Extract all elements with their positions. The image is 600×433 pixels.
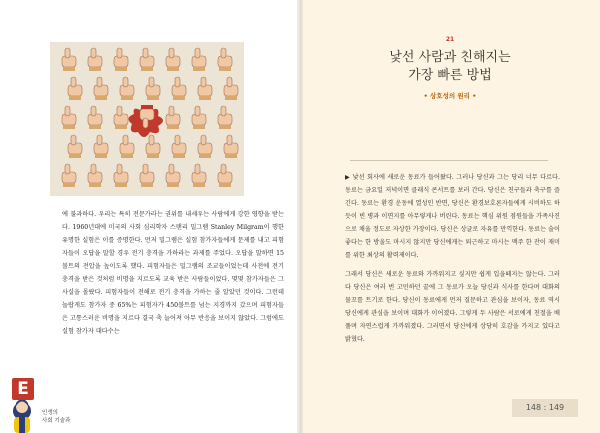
chapter-subtitle: • 상호성의 원리 • bbox=[423, 92, 477, 100]
page-numbers: 148 : 149 bbox=[512, 399, 578, 417]
chapter-number: 21 bbox=[445, 36, 455, 43]
thumbs-illustration bbox=[44, 38, 250, 200]
chapter-title-line2: 가장 빠른 방법 bbox=[408, 68, 492, 83]
section-label-line1: 인생의 bbox=[42, 410, 58, 416]
right-body-text bbox=[345, 171, 560, 352]
left-paragraph: 에 불과하다. 우리는 특히 전문가라는 권위를 내세우는 사람에게 강한 영향을 받는다. 1960년대에 미국의 사회 심리학자 스탠리 밀그램 Stanley Milgram이 행한 유명한 실험은 이를 증명한다. 먼저 밀그램은 실험 참가자들에게 문제를 내고 피험자들이 오답을 말할 경우 전기 충격을 가하라는 과제를 주었다. 오답을 말하면 15볼트의 전압을 높이도록 했다. 피험자들은 밀그램의 조교들이었는데 사전에 전기 충격을 받은 것처럼 비명을 지르도록 교육 받은 사람들이었다. 몇몇 참가자들은 그 사실을 몰랐다. 피험자들이 전해로 전기 충격을 가하는 줄 알았던 것이다. 그런데 놀랍게도 참가자 중 65%는 피험자가 450볼트를 넘는 지경까지 갔으며 피험자들은 고통스러운 비명을 지르다 결국 축 늘어져 아무 반응을 보이지 않았다. 그럼에도 실험 참가자 대다수는 bbox=[62, 211, 284, 335]
chapter-title bbox=[300, 49, 600, 85]
right-paragraph-2: 그래서 당신은 새로운 동료와 가까워지고 싶지만 쉽게 입을떼지는 않는다. 그러다 당신은 여러 번 고민하던 끝에 그 동료가 오늘 당신과 식사를 한다며 대화의 물꼬를 트기로 한다. 당신이 동료에게 먼저 질문하고 관심을 보이자, 동료 역시 당신에게 관심을 보이며 대화가 이어졌다. 그렇게 두 사람은 서로에게 친절을 베풀며 자연스럽게 가까워졌다. 그러면서 당신에게 상당히 호감을 가지고 있다고 밝혔다. bbox=[345, 271, 560, 343]
section-label bbox=[42, 409, 70, 425]
right-paragraph-1: ▶ 낯선 회사에 새로운 동료가 들어왔다. 그러나 당신과 그는 당리 너무 다르다. 동료는 금요일 저녁이면 클래식 콘서트를 보러 간다. 당신은 친구들과 축구를 즐긴다. 동료는 환경 운동에 열성인 반면, 당신은 환경보호론자들에게 시비하도 하듯이 빈 병과 이면지를 아무렇게나 버린다. 동료는 핵심 위원 점원들을 가족사진으로 채울 정도로 자상한 가장이다. 당신은 상글로 자유를 만끽한다. 동료는 술이 좋다는 한 방울도 마시지 않지만 당신에게는 퇴근하고 마시는 맥주 한 잔이 재미를 위한 최상의 활력제이다. bbox=[345, 174, 560, 259]
chapter-title-line1: 낯선 사람과 친해지는 bbox=[389, 50, 511, 65]
left-body-text bbox=[62, 208, 284, 338]
section-letter-badge: E bbox=[12, 378, 34, 400]
section-label-line2: 사회 기술과 bbox=[42, 418, 71, 424]
divider bbox=[350, 160, 548, 161]
